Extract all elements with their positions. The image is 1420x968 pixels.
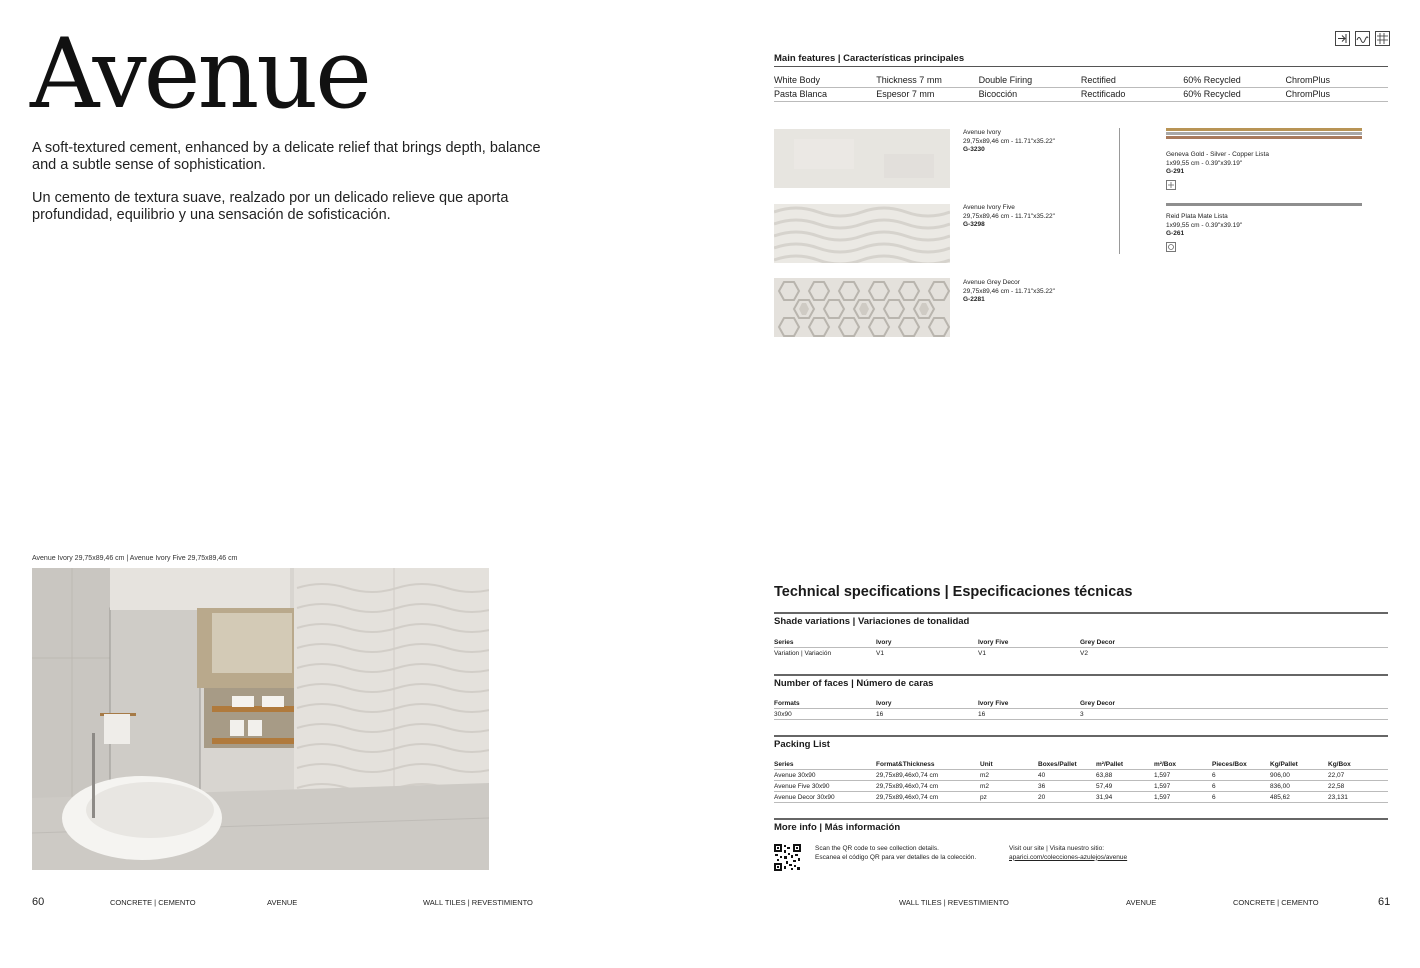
feature-cell: 60% Recycled [1183, 75, 1241, 85]
table-cell: 6 [1212, 794, 1216, 801]
divider [774, 708, 1388, 709]
table-header-cell: Grey Decor [1080, 700, 1116, 707]
table-cell: 485,62 [1270, 794, 1290, 801]
feature-cell: Bicocción [978, 89, 1018, 99]
listel-reid-info [1166, 213, 1242, 254]
listel-name: Geneva Gold - Silver - Copper Lista [1166, 151, 1269, 158]
tech-specs-heading: Technical specifications | Especificaciones técnicas [774, 584, 1133, 600]
table-cell: 29,75x89,46x0,74 cm [876, 772, 939, 779]
divider [774, 66, 1388, 67]
table-cell: V1 [978, 650, 986, 657]
tile-size: 29,75x89,46 cm - 11.71"x35.22" [963, 287, 1055, 295]
listel-bar-silver [1166, 132, 1362, 135]
table-cell: Avenue 30x90 [774, 772, 816, 779]
listel-size: 1x99,55 cm - 0.39"x39.19" [1166, 159, 1243, 167]
circle-pattern-icon [1166, 242, 1176, 252]
tile-ivory-info [963, 129, 1055, 155]
collection-title: Avenue [30, 18, 369, 130]
tile-grey-decor-info [963, 279, 1055, 305]
listel-name: Reid Plata Mate Lista [1166, 213, 1228, 220]
faces-data-row [774, 711, 1388, 718]
scan-text-en: Scan the QR code to see collection details. [815, 845, 939, 852]
features-row-es [774, 89, 1388, 99]
table-header-cell: m²/Pallet [1096, 761, 1124, 768]
intro-spanish: Un cemento de textura suave, realzado por un delicado relieve que aporta profundidad, equilibrio y una sensación de sofisticación. [32, 190, 509, 223]
table-cell: 57,49 [1096, 783, 1113, 790]
table-cell: m2 [980, 772, 990, 779]
wave-icon [1355, 31, 1370, 46]
table-header-cell: m²/Box [1154, 761, 1177, 768]
main-features-heading: Main features | Características principales [774, 53, 965, 64]
table-cell: Avenue Decor 30x90 [774, 794, 835, 801]
visit-label: Visit our site | Visita nuestro sitio: [1009, 845, 1105, 852]
divider [774, 818, 1388, 820]
mosaic-icon [1375, 31, 1390, 46]
table-header-cell: Formats [774, 700, 800, 707]
feature-cell: Thickness 7 mm [876, 75, 942, 85]
listel-geneva-swatch [1166, 128, 1362, 140]
faces-header-row [774, 700, 1388, 707]
table-cell: 63,88 [1096, 772, 1113, 779]
tile-ivory-five-image [774, 204, 950, 263]
intro-text [32, 140, 552, 240]
table-cell: 1,597 [1154, 772, 1171, 779]
divider [774, 791, 1388, 792]
intro-english: A soft-textured cement, enhanced by a delicate relief that brings depth, balance and a subtle sense of sophistication. [32, 140, 541, 173]
table-header-cell: Ivory [876, 700, 892, 707]
listel-bar-gold [1166, 128, 1362, 131]
feature-cell: Rectified [1080, 75, 1116, 85]
table-cell: 29,75x89,46x0,74 cm [876, 794, 939, 801]
table-cell: Variation | Variación [774, 650, 832, 657]
page-number-left: 60 [32, 896, 45, 908]
tile-grey-decor-image [774, 278, 950, 337]
divider [774, 719, 1388, 720]
collection-url-link[interactable]: aparici.com/colecciones-azulejos/avenue [1009, 853, 1128, 861]
table-cell: 40 [1038, 772, 1046, 779]
listel-size: 1x99,55 cm - 0.39"x39.19" [1166, 221, 1243, 229]
table-row [774, 772, 1388, 779]
faces-heading: Number of faces | Número de caras [774, 678, 934, 689]
table-cell: pz [980, 794, 987, 801]
feature-icons [1335, 31, 1390, 46]
bathroom-photo [32, 568, 489, 870]
listel-reid-swatch [1166, 203, 1362, 207]
table-cell: m2 [980, 783, 990, 790]
divider [774, 612, 1388, 614]
divider [774, 735, 1388, 737]
table-cell: 3 [1080, 711, 1084, 718]
table-cell: 16 [876, 711, 884, 718]
table-header-cell: Unit [980, 761, 993, 768]
column-divider [1119, 128, 1120, 254]
listel-bar-silver-matte [1166, 203, 1362, 206]
tile-name: Avenue Ivory Five [963, 204, 1015, 211]
table-cell: 906,00 [1270, 772, 1290, 779]
table-row [774, 794, 1388, 801]
table-header-cell: Pieces/Box [1212, 761, 1247, 768]
tile-name: Avenue Grey Decor [963, 279, 1020, 286]
divider [774, 769, 1388, 770]
table-header-cell: Kg/Pallet [1270, 761, 1298, 768]
features-row-en [774, 75, 1388, 85]
table-cell: 16 [978, 711, 986, 718]
footer-section-right: WALL TILES | REVESTIMIENTO [899, 898, 1009, 907]
feature-cell: Espesor 7 mm [876, 89, 935, 99]
listel-geneva-info [1166, 151, 1269, 192]
table-cell: Avenue Five 30x90 [774, 783, 830, 790]
table-cell: 836,00 [1270, 783, 1290, 790]
divider [774, 780, 1388, 781]
feature-cell: Pasta Blanca [774, 89, 828, 99]
packing-list-heading: Packing List [774, 739, 830, 750]
listel-code: G-291 [1166, 168, 1185, 175]
packing-header-row [774, 761, 1388, 768]
table-cell: 1,597 [1154, 783, 1171, 790]
footer-category-left: CONCRETE | CEMENTO [110, 898, 196, 907]
table-row [774, 783, 1388, 790]
table-cell: V1 [876, 650, 884, 657]
tile-code: G-3298 [963, 221, 985, 228]
table-header-cell: Boxes/Pallet [1038, 761, 1077, 768]
listel-bar-copper [1166, 136, 1362, 139]
table-header-cell: Grey Decor [1080, 639, 1116, 646]
table-cell: 6 [1212, 772, 1216, 779]
shade-data-row [774, 650, 1388, 657]
table-header-cell: Ivory Five [978, 639, 1009, 646]
table-header-cell: Ivory [876, 639, 892, 646]
scan-text-es: Escanea el código QR para ver detalles de la colección. [815, 853, 977, 861]
table-cell: 23,131 [1328, 794, 1348, 801]
divider [774, 87, 1388, 88]
table-cell: 29,75x89,46x0,74 cm [876, 783, 939, 790]
table-cell: 1,597 [1154, 794, 1171, 801]
scan-instructions [815, 845, 976, 862]
tile-code: G-2281 [963, 296, 985, 303]
footer-collection-left: AVENUE [267, 898, 298, 907]
table-header-cell: Series [774, 761, 794, 768]
table-cell: V2 [1080, 650, 1088, 657]
page-number-right: 61 [1378, 896, 1391, 908]
table-header-cell: Format&Thickness [876, 761, 935, 768]
table-header-cell: Series [774, 639, 794, 646]
exit-icon [1335, 31, 1350, 46]
footer-section-left: WALL TILES | REVESTIMIENTO [423, 898, 533, 907]
table-cell: 6 [1212, 783, 1216, 790]
tile-size: 29,75x89,46 cm - 11.71"x35.22" [963, 137, 1055, 145]
tile-ivory-image [774, 129, 950, 188]
table-cell: 20 [1038, 794, 1046, 801]
tile-size: 29,75x89,46 cm - 11.71"x35.22" [963, 212, 1055, 220]
feature-cell: ChromPlus [1285, 75, 1330, 85]
divider [774, 101, 1388, 102]
feature-cell: ChromPlus [1285, 89, 1330, 99]
table-cell: 31,94 [1096, 794, 1113, 801]
tile-ivory-five-info [963, 204, 1055, 230]
shade-variations-heading: Shade variations | Variaciones de tonalidad [774, 616, 970, 627]
listel-code: G-261 [1166, 230, 1185, 237]
feature-cell: White Body [774, 75, 821, 85]
pattern-icon [1166, 180, 1176, 190]
divider [774, 802, 1388, 803]
table-header-cell: Ivory Five [978, 700, 1009, 707]
footer-category-right: CONCRETE | CEMENTO [1233, 898, 1319, 907]
feature-cell: 60% Recycled [1183, 89, 1241, 99]
visit-site [1009, 845, 1127, 862]
qr-code[interactable] [774, 844, 801, 871]
tile-name: Avenue Ivory [963, 129, 1001, 136]
table-cell: 36 [1038, 783, 1046, 790]
more-info-heading: More info | Más información [774, 822, 901, 833]
footer-collection-right: AVENUE [1126, 898, 1157, 907]
feature-cell: Double Firing [978, 75, 1033, 85]
feature-cell: Rectificado [1080, 89, 1126, 99]
divider [774, 647, 1388, 648]
table-cell: 30x90 [774, 711, 792, 718]
table-cell: 22,07 [1328, 772, 1345, 779]
divider [774, 674, 1388, 676]
table-cell: 22,58 [1328, 783, 1345, 790]
table-header-cell: Kg/Box [1328, 761, 1351, 768]
photo-caption: Avenue Ivory 29,75x89,46 cm | Avenue Ivory Five 29,75x89,46 cm [32, 555, 238, 562]
tile-code: G-3230 [963, 146, 985, 153]
shade-header-row [774, 639, 1388, 646]
